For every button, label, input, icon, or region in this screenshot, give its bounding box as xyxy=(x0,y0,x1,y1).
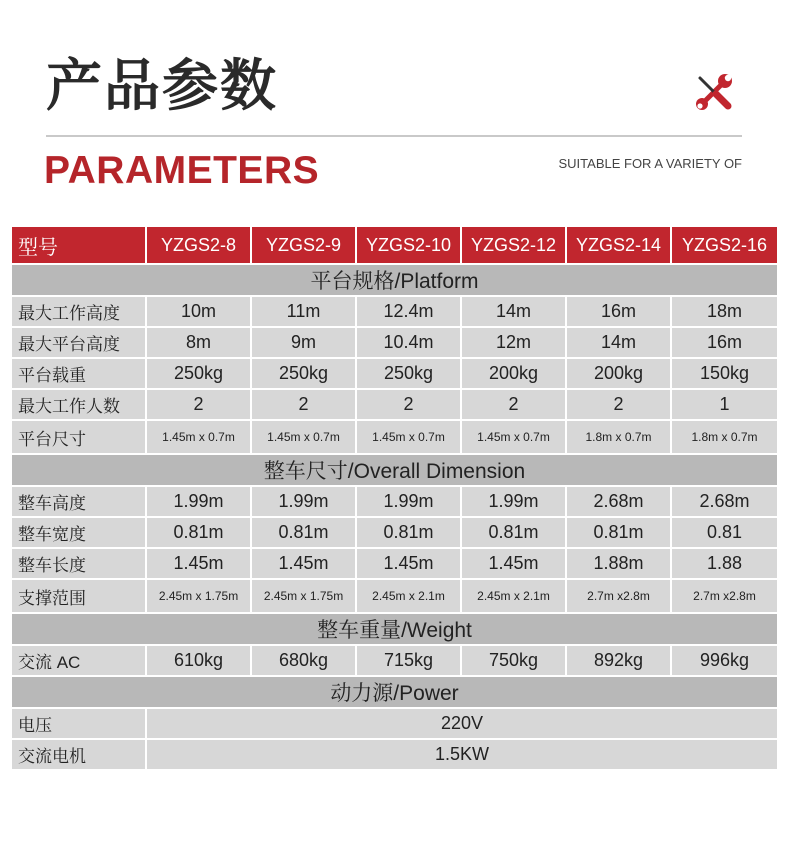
table-cell: 2 xyxy=(566,389,671,420)
table-cell: 1.88m xyxy=(566,548,671,579)
section-header-row xyxy=(11,454,778,486)
table-cell: 715kg xyxy=(356,645,461,676)
header-cell-model: YZGS2-9 xyxy=(251,226,356,264)
table-cell: 2.45m x 2.1m xyxy=(356,579,461,613)
table-row xyxy=(11,708,778,739)
header-cell-model: YZGS2-14 xyxy=(566,226,671,264)
table-cell: 11m xyxy=(251,296,356,327)
row-label: 交流电机 xyxy=(11,739,146,770)
table-row xyxy=(11,486,778,517)
header-cell-model-label: 型号 xyxy=(11,226,146,264)
row-label: 整车长度 xyxy=(11,548,146,579)
table-row xyxy=(11,296,778,327)
table-cell: 12m xyxy=(461,327,566,358)
page-subtitle: SUITABLE FOR A VARIETY OF xyxy=(558,156,742,171)
table-cell-merged: 1.5KW xyxy=(146,739,778,770)
table-cell: 0.81 xyxy=(671,517,778,548)
table-cell: 1.45m x 0.7m xyxy=(356,420,461,454)
table-cell: 0.81m xyxy=(146,517,251,548)
table-cell: 14m xyxy=(566,327,671,358)
table-cell: 0.81m xyxy=(356,517,461,548)
table-cell: 610kg xyxy=(146,645,251,676)
table-cell: 0.81m xyxy=(461,517,566,548)
table-cell: 1.45m xyxy=(146,548,251,579)
table-cell: 1.99m xyxy=(146,486,251,517)
table-cell: 2 xyxy=(146,389,251,420)
table-cell: 16m xyxy=(671,327,778,358)
table-cell: 1.99m xyxy=(461,486,566,517)
table-cell: 1.45m x 0.7m xyxy=(251,420,356,454)
table-cell: 2 xyxy=(356,389,461,420)
section-title: 整车重量/Weight xyxy=(11,613,778,645)
row-label: 最大工作人数 xyxy=(11,389,146,420)
row-label: 最大平台高度 xyxy=(11,327,146,358)
table-cell: 1.45m xyxy=(461,548,566,579)
section-title: 整车尺寸/Overall Dimension xyxy=(11,454,778,486)
row-label: 平台尺寸 xyxy=(11,420,146,454)
table-row xyxy=(11,420,778,454)
section-header-row xyxy=(11,676,778,708)
tools-icon xyxy=(692,70,736,114)
table-cell: 18m xyxy=(671,296,778,327)
table-cell: 250kg xyxy=(251,358,356,389)
table-cell: 14m xyxy=(461,296,566,327)
table-cell: 2.45m x 1.75m xyxy=(146,579,251,613)
table-cell: 1.45m xyxy=(251,548,356,579)
table-cell: 2.7m x2.8m xyxy=(671,579,778,613)
table-cell: 892kg xyxy=(566,645,671,676)
table-cell: 250kg xyxy=(356,358,461,389)
row-label: 电压 xyxy=(11,708,146,739)
table-cell: 2.68m xyxy=(671,486,778,517)
table-row xyxy=(11,327,778,358)
row-label: 平台载重 xyxy=(11,358,146,389)
section-header-row xyxy=(11,613,778,645)
row-label: 整车宽度 xyxy=(11,517,146,548)
table-cell: 750kg xyxy=(461,645,566,676)
table-cell: 200kg xyxy=(461,358,566,389)
table-cell: 150kg xyxy=(671,358,778,389)
header-cell-model: YZGS2-16 xyxy=(671,226,778,264)
header-cell-model: YZGS2-10 xyxy=(356,226,461,264)
table-cell: 1.8m x 0.7m xyxy=(566,420,671,454)
table-cell: 250kg xyxy=(146,358,251,389)
row-label: 整车高度 xyxy=(11,486,146,517)
section-header-row xyxy=(11,264,778,296)
section-title: 平台规格/Platform xyxy=(11,264,778,296)
header-cell-model: YZGS2-12 xyxy=(461,226,566,264)
table-row xyxy=(11,389,778,420)
table-cell: 1.99m xyxy=(356,486,461,517)
table-cell: 2 xyxy=(251,389,356,420)
table-cell: 9m xyxy=(251,327,356,358)
row-label: 支撑范围 xyxy=(11,579,146,613)
table-cell: 10m xyxy=(146,296,251,327)
table-cell: 12.4m xyxy=(356,296,461,327)
table-cell: 1.99m xyxy=(251,486,356,517)
header-divider xyxy=(46,135,742,137)
table-header-row xyxy=(11,226,778,264)
table-cell: 2.7m x2.8m xyxy=(566,579,671,613)
section-title: 动力源/Power xyxy=(11,676,778,708)
table-cell: 16m xyxy=(566,296,671,327)
table-cell: 1 xyxy=(671,389,778,420)
table-row xyxy=(11,579,778,613)
table-cell: 0.81m xyxy=(566,517,671,548)
table-row xyxy=(11,739,778,770)
row-label: 交流 AC xyxy=(11,645,146,676)
table-cell: 996kg xyxy=(671,645,778,676)
table-cell: 1.45m x 0.7m xyxy=(146,420,251,454)
table-row xyxy=(11,548,778,579)
table-cell: 8m xyxy=(146,327,251,358)
table-cell: 1.45m xyxy=(356,548,461,579)
table-row xyxy=(11,645,778,676)
table-cell: 2.45m x 2.1m xyxy=(461,579,566,613)
table-cell-merged: 220V xyxy=(146,708,778,739)
table-cell: 1.45m x 0.7m xyxy=(461,420,566,454)
page-title-cn: 产品参数 xyxy=(46,54,278,119)
table-cell: 2 xyxy=(461,389,566,420)
table-cell: 2.45m x 1.75m xyxy=(251,579,356,613)
table-row xyxy=(11,517,778,548)
table-cell: 1.88 xyxy=(671,548,778,579)
row-label: 最大工作高度 xyxy=(11,296,146,327)
table-cell: 2.68m xyxy=(566,486,671,517)
page-title-en: PARAMETERS xyxy=(44,149,320,192)
table-cell: 10.4m xyxy=(356,327,461,358)
table-cell: 200kg xyxy=(566,358,671,389)
header-cell-model: YZGS2-8 xyxy=(146,226,251,264)
parameters-table xyxy=(10,225,779,771)
table-cell: 0.81m xyxy=(251,517,356,548)
table-row xyxy=(11,358,778,389)
table-cell: 1.8m x 0.7m xyxy=(671,420,778,454)
table-cell: 680kg xyxy=(251,645,356,676)
